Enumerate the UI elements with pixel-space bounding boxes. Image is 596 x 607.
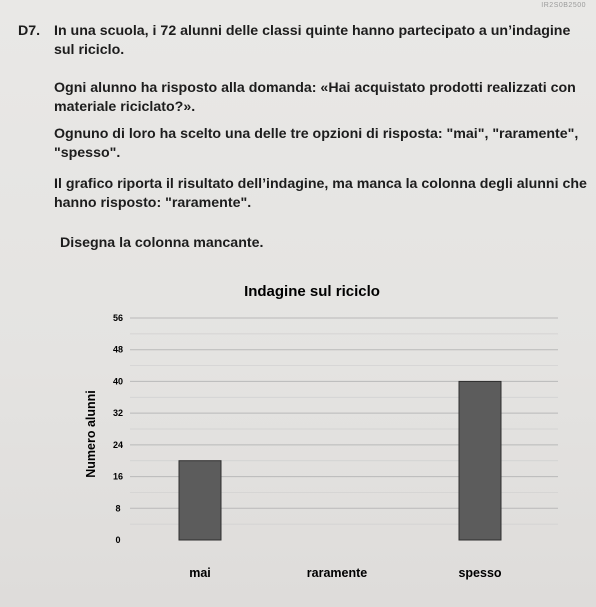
- question-task: Disegna la colonna mancante.: [60, 235, 264, 251]
- question-intro: In una scuola, i 72 alunni delle classi quinte hanno partecipato a un’indagine sul riciclo.: [54, 23, 571, 58]
- y-tick-label: 0: [115, 535, 121, 545]
- category-label-spesso: spesso: [458, 566, 502, 580]
- question-number: D7.: [18, 23, 41, 39]
- y-tick-label: 32: [112, 408, 124, 419]
- y-tick-label: 24: [112, 439, 124, 450]
- corner-code: IR2S0B2500: [541, 2, 586, 9]
- y-tick-label: 48: [112, 344, 124, 355]
- y-tick-label: 40: [112, 376, 124, 387]
- bar-mai: [179, 461, 221, 540]
- question-chart-note: Il grafico riporta il risultato dell’indagine, ma manca la colonna degli alunni che hanno risposto: "raramente".: [54, 176, 587, 211]
- y-tick-label: 56: [112, 313, 124, 323]
- category-label-mai: mai: [189, 566, 211, 580]
- question-prompt: Ogni alunno ha risposto alla domanda: «Hai acquistato prodotti realizzati con materiale riciclato?».: [54, 80, 576, 115]
- y-axis-label: Numero alunni: [84, 390, 98, 478]
- bar-spesso: [459, 381, 501, 540]
- chart-title: Indagine sul riciclo: [244, 283, 380, 300]
- y-tick-label: 8: [115, 503, 121, 514]
- category-label-raramente: raramente: [306, 566, 368, 580]
- y-tick-label: 16: [112, 471, 124, 482]
- question-options: Ognuno di loro ha scelto una delle tre opzioni di risposta: "mai", "raramente", "spesso".: [54, 126, 579, 161]
